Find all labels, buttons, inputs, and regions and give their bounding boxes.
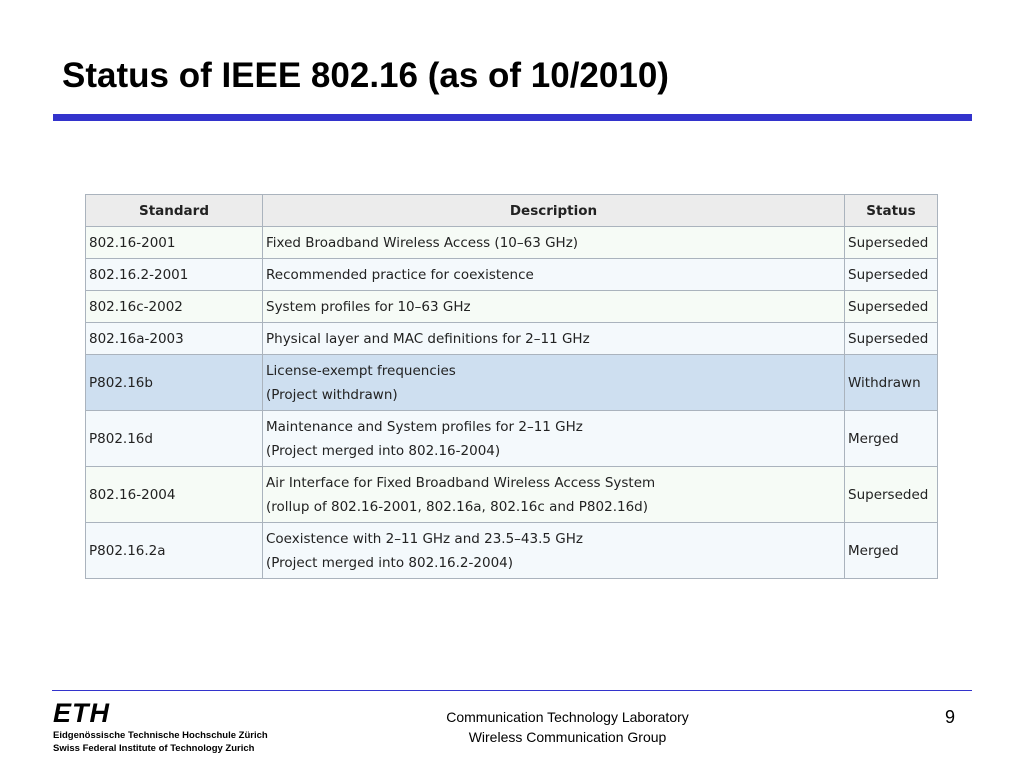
- table-row: [86, 259, 938, 291]
- status-cell: Merged: [845, 523, 938, 579]
- description-note: (Project merged into 802.16-2004): [266, 442, 501, 459]
- table-row: [86, 467, 938, 523]
- table-row: [86, 291, 938, 323]
- description-line: Fixed Broadband Wireless Access (10–63 GHz): [266, 234, 579, 251]
- header-status: Status: [845, 195, 938, 227]
- description-line: Physical layer and MAC definitions for 2–11 GHz: [266, 330, 590, 347]
- table-row: [86, 411, 938, 467]
- description-line: Coexistence with 2–11 GHz and 23.5–43.5 GHz: [266, 530, 583, 547]
- description-line: System profiles for 10–63 GHz: [266, 298, 471, 315]
- standard-cell: P802.16d: [86, 411, 263, 467]
- title-divider: [53, 114, 972, 121]
- description-cell: [263, 411, 845, 467]
- footer-divider: [52, 690, 972, 691]
- standard-cell: 802.16c-2002: [86, 291, 263, 323]
- table-row: [86, 523, 938, 579]
- page-number: 9: [945, 707, 956, 727]
- eth-logo: [53, 697, 283, 757]
- table-row: [86, 227, 938, 259]
- slide-title: Status of IEEE 802.16 (as of 10/2010): [62, 56, 669, 95]
- table-header-row: [86, 195, 938, 227]
- status-cell: Superseded: [845, 291, 938, 323]
- eth-logo-english: Swiss Federal Institute of Technology Zurich: [53, 743, 255, 754]
- header-description: Description: [263, 195, 845, 227]
- description-note: (rollup of 802.16-2001, 802.16a, 802.16c and P802.16d): [266, 498, 648, 515]
- status-cell: Withdrawn: [845, 355, 938, 411]
- description-line: Maintenance and System profiles for 2–11 GHz: [266, 418, 583, 435]
- standard-cell: P802.16.2a: [86, 523, 263, 579]
- standard-cell: 802.16.2-2001: [86, 259, 263, 291]
- standard-cell: P802.16b: [86, 355, 263, 411]
- table-row-highlighted: [86, 355, 938, 411]
- description-cell: [263, 227, 845, 259]
- status-cell: Superseded: [845, 227, 938, 259]
- standard-cell: 802.16a-2003: [86, 323, 263, 355]
- standard-cell: 802.16-2004: [86, 467, 263, 523]
- standards-table: [85, 194, 938, 579]
- footer-group: Wireless Communication Group: [468, 729, 667, 745]
- standard-cell: 802.16-2001: [86, 227, 263, 259]
- footer-affiliation: [400, 707, 735, 747]
- eth-logo-german: Eidgenössische Technische Hochschule Zürich: [53, 730, 268, 741]
- table-row: [86, 323, 938, 355]
- description-cell: [263, 291, 845, 323]
- description-note: (Project merged into 802.16.2-2004): [266, 554, 514, 571]
- description-cell: [263, 259, 845, 291]
- description-cell: [263, 467, 845, 523]
- description-cell: [263, 355, 845, 411]
- eth-logo-mark: ETH: [53, 698, 110, 728]
- description-line: Recommended practice for coexistence: [266, 266, 534, 283]
- footer-lab: Communication Technology Laboratory: [446, 709, 689, 725]
- description-cell: [263, 323, 845, 355]
- description-note: (Project withdrawn): [266, 386, 398, 403]
- status-cell: Superseded: [845, 259, 938, 291]
- header-standard: Standard: [86, 195, 263, 227]
- status-cell: Merged: [845, 411, 938, 467]
- description-line: License-exempt frequencies: [266, 362, 456, 379]
- status-cell: Superseded: [845, 467, 938, 523]
- description-line: Air Interface for Fixed Broadband Wireless Access System: [266, 474, 656, 491]
- description-cell: [263, 523, 845, 579]
- status-cell: Superseded: [845, 323, 938, 355]
